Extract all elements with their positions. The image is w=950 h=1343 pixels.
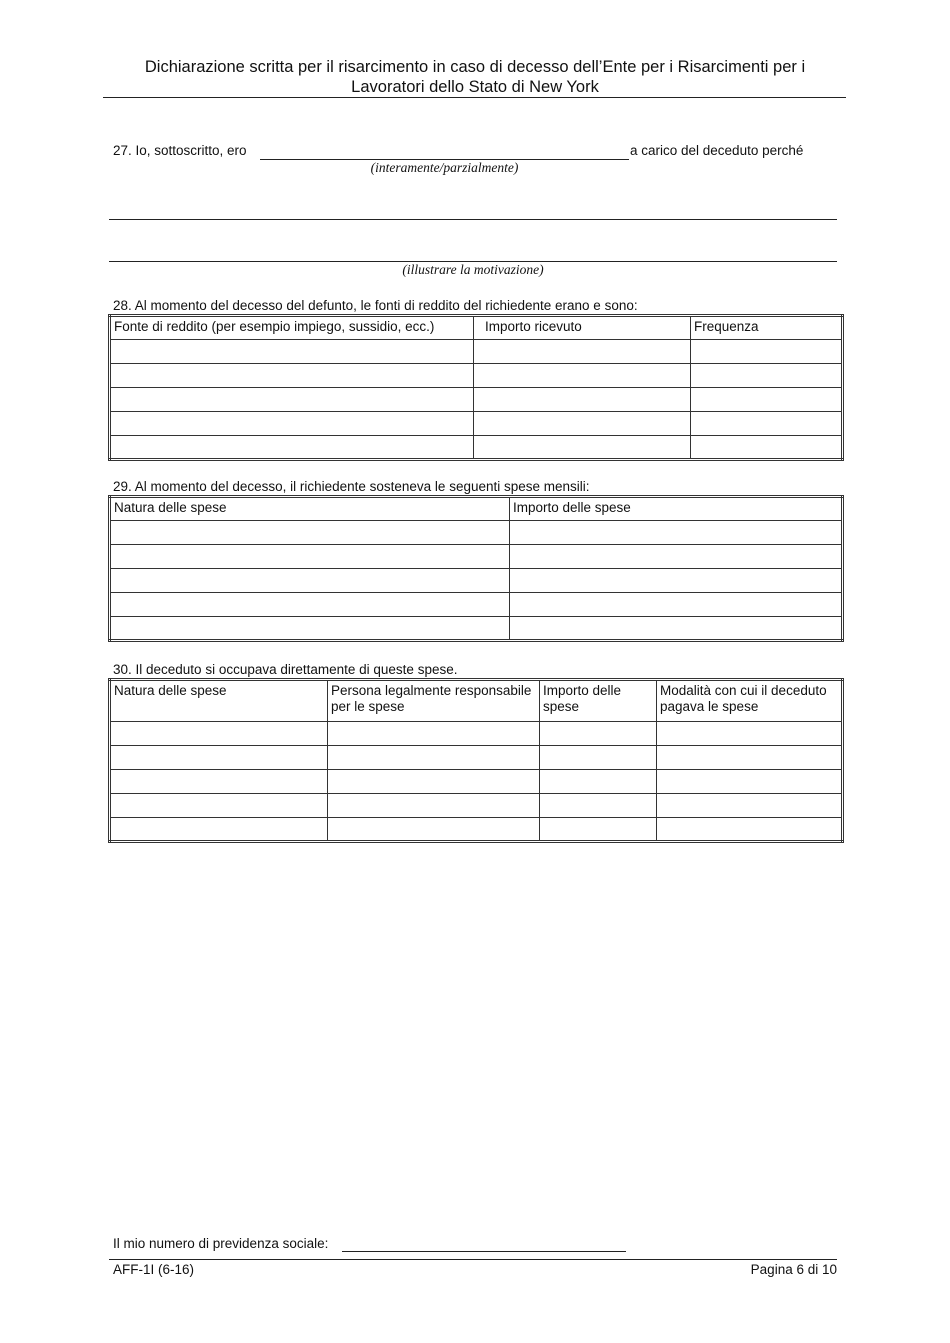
- payment-method-cell[interactable]: [657, 818, 843, 842]
- table-row: [110, 593, 843, 617]
- amount-cell[interactable]: [474, 388, 691, 412]
- header-divider: [103, 97, 846, 98]
- q29-expenses-table: [108, 495, 844, 642]
- table-row: [110, 746, 843, 770]
- table-row: [110, 722, 843, 746]
- expense-nature-cell[interactable]: [110, 770, 328, 794]
- title-line-1: Dichiarazione scritta per il risarcimento in caso di decesso dell’Ente per i Risarcimenti per i: [144, 58, 806, 76]
- header-expense-nature: Natura delle spese: [110, 680, 328, 722]
- table-row: [110, 545, 843, 569]
- expense-nature-cell[interactable]: [110, 818, 328, 842]
- header-expense-amount: Importo delle spese: [540, 680, 657, 722]
- frequency-cell[interactable]: [691, 388, 843, 412]
- table-row: [110, 340, 843, 364]
- expense-nature-cell[interactable]: [110, 521, 510, 545]
- expense-amount-cell[interactable]: [510, 593, 843, 617]
- amount-cell[interactable]: [474, 412, 691, 436]
- payment-method-cell[interactable]: [657, 770, 843, 794]
- expense-amount-cell[interactable]: [510, 617, 843, 641]
- payment-method-cell[interactable]: [657, 794, 843, 818]
- form-code: AFF-1I (6-16): [113, 1262, 195, 1277]
- income-source-cell[interactable]: [110, 412, 474, 436]
- frequency-cell[interactable]: [691, 364, 843, 388]
- table-row: [110, 521, 843, 545]
- table-row: [110, 617, 843, 641]
- table-row: [110, 388, 843, 412]
- header-responsible-person: Persona legalmente responsabile per le spese: [328, 680, 540, 722]
- expense-nature-cell[interactable]: [110, 794, 328, 818]
- income-source-cell[interactable]: [110, 436, 474, 460]
- header-income-source: Fonte di reddito (per esempio impiego, sussidio, ecc.): [110, 316, 474, 340]
- q30-deceased-expenses-table: [108, 678, 844, 843]
- q30-label: 30. Il deceduto si occupava direttamente di queste spese.: [113, 662, 458, 677]
- page-number: Pagina 6 di 10: [750, 1262, 837, 1277]
- table-row: [110, 770, 843, 794]
- table-row: [110, 436, 843, 460]
- header-payment-method: Modalità con cui il deceduto pagava le spese: [657, 680, 843, 722]
- q28-income-table: [108, 314, 844, 461]
- expense-amount-cell[interactable]: [540, 722, 657, 746]
- table-row: [110, 412, 843, 436]
- table-row: [110, 794, 843, 818]
- q27-dependency-hint: (interamente/parzialmente): [370, 160, 519, 175]
- responsible-person-cell[interactable]: [328, 722, 540, 746]
- header-amount-received: Importo ricevuto: [474, 316, 691, 340]
- header-frequency: Frequenza: [691, 316, 843, 340]
- income-source-cell[interactable]: [110, 364, 474, 388]
- expense-amount-cell[interactable]: [540, 818, 657, 842]
- q27-label-start: 27. Io, sottoscritto, ero: [113, 143, 247, 158]
- expense-nature-cell[interactable]: [110, 617, 510, 641]
- q27-label-end: a carico del deceduto perché: [630, 143, 804, 158]
- q27-reason-line-1[interactable]: [109, 219, 837, 220]
- table-row: [110, 569, 843, 593]
- table-header-row: [110, 497, 843, 521]
- payment-method-cell[interactable]: [657, 722, 843, 746]
- frequency-cell[interactable]: [691, 412, 843, 436]
- expense-nature-cell[interactable]: [110, 722, 328, 746]
- amount-cell[interactable]: [474, 340, 691, 364]
- expense-amount-cell[interactable]: [510, 521, 843, 545]
- expense-nature-cell[interactable]: [110, 545, 510, 569]
- ssn-label: Il mio numero di previdenza sociale:: [113, 1236, 329, 1251]
- table-header-row: [110, 316, 843, 340]
- q28-label: 28. Al momento del decesso del defunto, le fonti di reddito del richiedente erano e sono:: [113, 298, 638, 313]
- ssn-field[interactable]: [342, 1251, 626, 1252]
- table-header-row: [110, 680, 843, 722]
- expense-amount-cell[interactable]: [540, 746, 657, 770]
- frequency-cell[interactable]: [691, 436, 843, 460]
- expense-nature-cell[interactable]: [110, 746, 328, 770]
- amount-cell[interactable]: [474, 364, 691, 388]
- expense-amount-cell[interactable]: [510, 569, 843, 593]
- expense-nature-cell[interactable]: [110, 593, 510, 617]
- expense-nature-cell[interactable]: [110, 569, 510, 593]
- responsible-person-cell[interactable]: [328, 818, 540, 842]
- income-source-cell[interactable]: [110, 340, 474, 364]
- document-title: [100, 57, 850, 97]
- payment-method-cell[interactable]: [657, 746, 843, 770]
- responsible-person-cell[interactable]: [328, 794, 540, 818]
- header-expense-amount: Importo delle spese: [510, 497, 843, 521]
- amount-cell[interactable]: [474, 436, 691, 460]
- footer-divider: [109, 1259, 837, 1260]
- income-source-cell[interactable]: [110, 388, 474, 412]
- title-line-2: Lavoratori dello Stato di New York: [351, 78, 599, 96]
- table-row: [110, 818, 843, 842]
- header-expense-nature: Natura delle spese: [110, 497, 510, 521]
- table-row: [110, 364, 843, 388]
- expense-amount-cell[interactable]: [540, 794, 657, 818]
- expense-amount-cell[interactable]: [510, 545, 843, 569]
- frequency-cell[interactable]: [691, 340, 843, 364]
- q27-reason-hint: (illustrare la motivazione): [402, 262, 544, 277]
- responsible-person-cell[interactable]: [328, 746, 540, 770]
- expense-amount-cell[interactable]: [540, 770, 657, 794]
- responsible-person-cell[interactable]: [328, 770, 540, 794]
- q29-label: 29. Al momento del decesso, il richiedente sosteneva le seguenti spese mensili:: [113, 479, 590, 494]
